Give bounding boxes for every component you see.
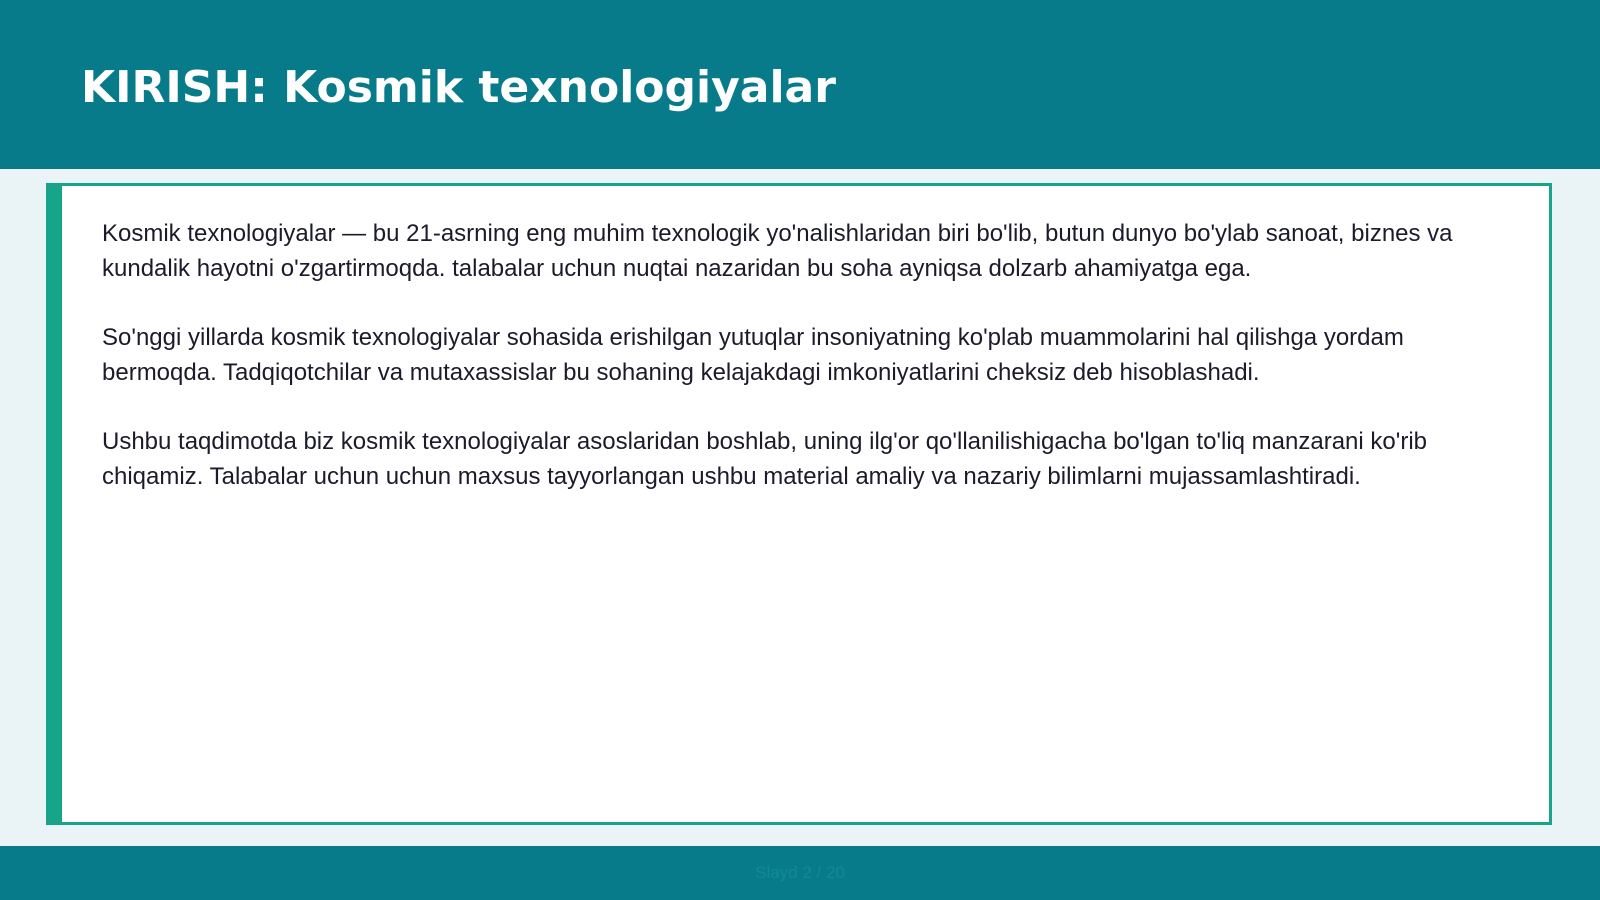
- content-text: [102, 216, 1502, 528]
- slide-title: KIRISH: Kosmik texnologiyalar: [81, 62, 836, 113]
- slide-header: [0, 0, 1600, 169]
- paragraph-1: Kosmik texnologiyalar — bu 21-asrning eng muhim texnologik yo'nalishlaridan biri bo'lib, butun dunyo bo'ylab sanoat, biznes va kundalik hayotni o'zgartirmoqda. talabalar uchun nuqtai nazaridan bu soha ayniqsa dolzarb ahamiyatga ega.: [102, 220, 1453, 282]
- content-box: [46, 183, 1552, 825]
- paragraph-3: Ushbu taqdimotda biz kosmik texnologiyalar asoslaridan boshlab, uning ilg'or qo'llanilishigacha bo'lgan to'liq manzarani ko'rib chiqamiz. Talabalar uchun uchun maxsus tayyorlangan ushbu material amaliy va nazariy bilimlarni mujassamlashtiradi.: [102, 428, 1428, 490]
- paragraph-2: So'nggi yillarda kosmik texnologiyalar sohasida erishilgan yutuqlar insoniyatning ko'plab muammolarini hal qilishga yordam bermoqda. Tadqiqotchilar va mutaxassislar bu sohaning kelajakdagi imkoniyatlarini cheksiz deb hisoblashadi.: [102, 324, 1404, 386]
- slide-footer: [0, 846, 1600, 900]
- slide-number: Slayd 2 / 20: [755, 863, 845, 882]
